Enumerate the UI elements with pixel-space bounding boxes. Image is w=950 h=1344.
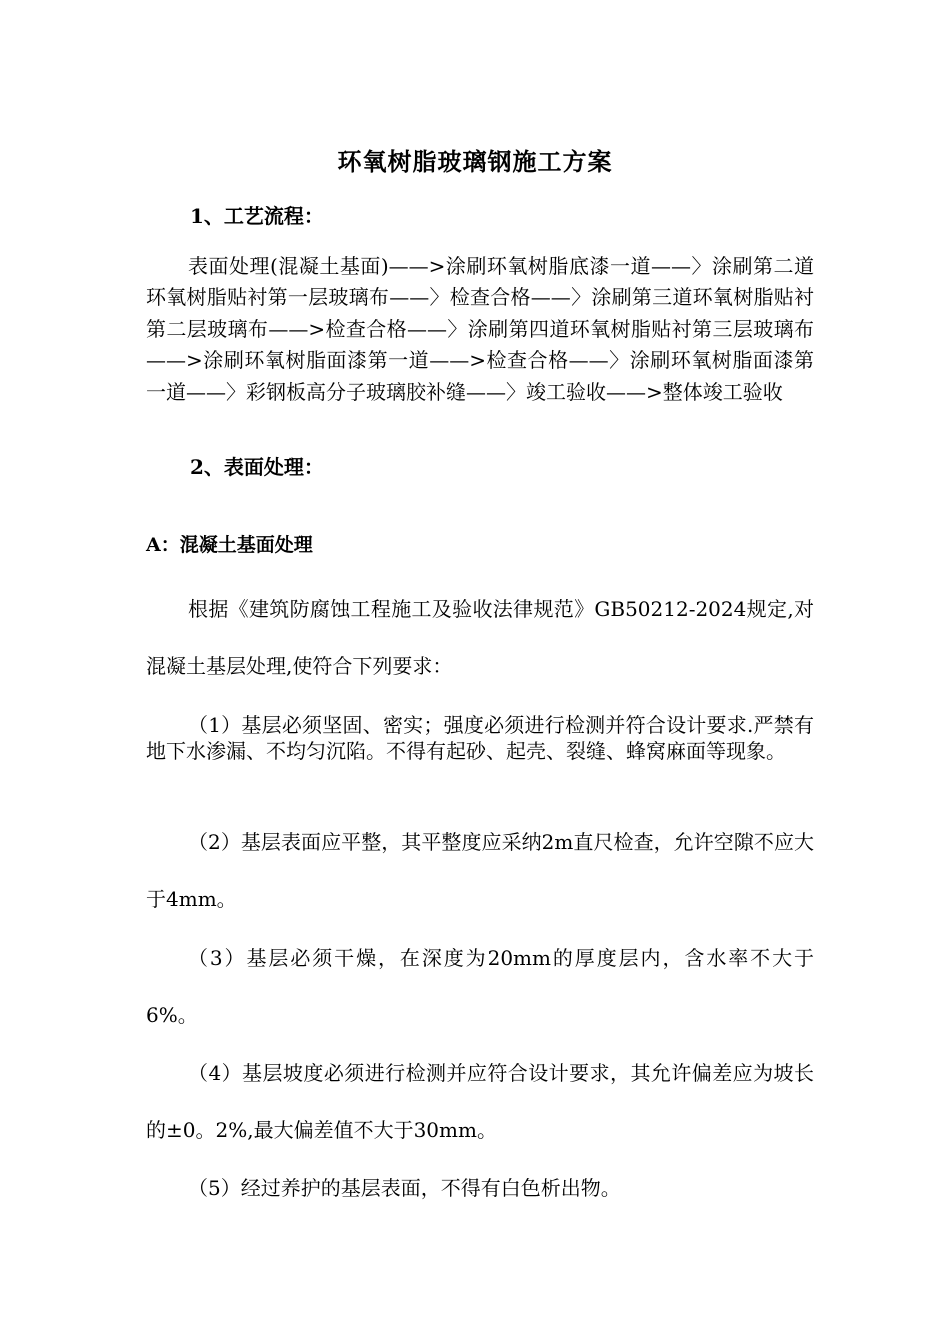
requirement-item-4: （4）基层坡度必须进行检测并应符合设计要求，其允许偏差应为坡长的±0。2%,最大偏差值不大于30mm。 (146, 1061, 814, 1142)
section-heading-process-flow: 1、工艺流程： (190, 204, 324, 228)
subsection-heading-concrete-base: A：混凝土基面处理 (146, 534, 313, 556)
intro-paragraph: 根据《建筑防腐蚀工程施工及验收法律规范》GB50212-2024规定,对混凝土基层处理,使符合下列要求： (146, 597, 814, 678)
document-title: 环氧树脂玻璃钢施工方案 (337, 147, 613, 176)
requirement-item-3: （3）基层必须干燥，在深度为20mm的厚度层内，含水率不大于6%。 (146, 946, 814, 1027)
process-flow-paragraph: 表面处理(混凝土基面)——>涂刷环氧树脂底漆一道——〉涂刷第二道环氧树脂贴衬第一层玻璃布——〉检查合格——〉涂刷第三道环氧树脂贴衬第二层玻璃布——>检查合格——〉涂刷第四道环氧树脂贴衬第三层玻璃布——>涂刷环氧树脂面漆第一道——>检查合格——〉涂刷环氧树脂面漆第一道——〉彩钢板高分子玻璃胶补缝——〉竣工验收——>整体竣工验收 (146, 254, 814, 404)
requirement-item-2: （2）基层表面应平整，其平整度应采纳2m直尺检查，允许空隙不应大于4mm。 (146, 830, 814, 911)
requirement-item-1: （1）基层必须坚固、密实；强度必须进行检测并符合设计要求.严禁有地下水渗漏、不均匀沉陷。不得有起砂、起壳、裂缝、蜂窝麻面等现象。 (146, 713, 814, 763)
requirement-item-5: （5）经过养护的基层表面，不得有白色析出物。 (188, 1176, 621, 1200)
section-heading-surface-treatment: 2、表面处理： (190, 455, 324, 479)
